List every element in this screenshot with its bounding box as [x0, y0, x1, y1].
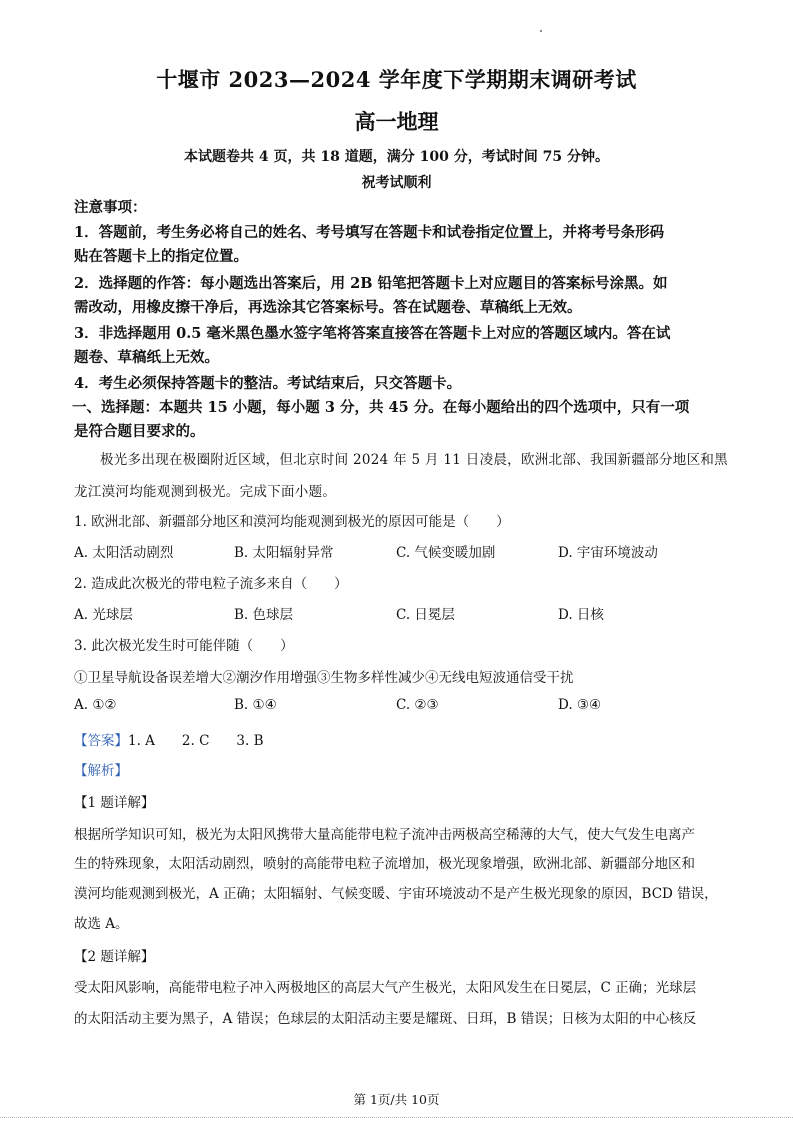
- question-3-option-c: C. ②③: [396, 697, 439, 713]
- note-line: 需改动，用橡皮擦干净后，再选涂其它答案标号。答在试题卷、草稿纸上无效。: [74, 299, 582, 316]
- footer-divider: [0, 1117, 793, 1119]
- analysis-line: 故选 A。: [74, 916, 129, 932]
- question-3-option-a: A. ①②: [74, 697, 117, 713]
- question-3-option-d: D. ③④: [558, 697, 602, 713]
- note-line: 贴在答题卡上的指定位置。: [74, 248, 248, 265]
- passage-line: 龙江漠河均能观测到极光。完成下面小题。: [74, 484, 337, 500]
- wish-text: 祝考试顺利: [361, 175, 432, 191]
- page-dot: [540, 30, 542, 32]
- question-3-option-b: B. ①④: [234, 697, 277, 713]
- answer-label: 【答案】: [74, 733, 128, 749]
- section-heading: 一、选择题：本题共 15 小题，每小题 3 分，共 45 分。在每小题给出的四个选项中，只有一项: [72, 399, 690, 416]
- question-3-statements: ①卫星导航设备误差增大②潮汐作用增强③生物多样性减少④无线电短波通信受干扰: [74, 670, 574, 686]
- question-2-option-c: C. 日冕层: [396, 607, 455, 623]
- analysis-label: 【解析】: [74, 763, 128, 779]
- q1-analysis-heading: 【1 题详解】: [74, 795, 155, 811]
- question-1-stem: 1. 欧洲北部、新疆部分地区和漠河均能观测到极光的原因可能是（ ）: [74, 514, 510, 530]
- section-heading-cont: 是符合题目要求的。: [74, 423, 205, 440]
- analysis-line: 漠河均能观测到极光，A 正确；太阳辐射、气候变暖、宇宙环境波动不是产生极光现象的原因，BCD 错误，: [74, 886, 718, 902]
- analysis-line: 根据所学知识可知，极光为太阳风携带大量高能带电粒子流冲击两极高空稀薄的大气，使大气发生电离产: [74, 827, 695, 843]
- question-2-stem: 2. 造成此次极光的带电粒子流多来自（ ）: [74, 576, 348, 592]
- question-1-option-c: C. 气候变暖加剧: [396, 545, 496, 561]
- note-line: 3．非选择题用 0.5 毫米黑色墨水签字笔将答案直接答在答题卡上对应的答题区域内。答在试: [74, 325, 671, 342]
- exam-title: 十堰市 2023—2024 学年度下学期期末调研考试: [156, 67, 637, 92]
- analysis-line: 受太阳风影响，高能带电粒子冲入两极地区的高层大气产生极光，太阳风发生在日冕层，C 正确；光球层: [74, 980, 697, 996]
- notes-heading: 注意事项：: [74, 199, 147, 216]
- question-2-option-d: D. 日核: [558, 607, 604, 623]
- q2-analysis-heading: 【2 题详解】: [74, 949, 155, 965]
- note-line: 题卷、草稿纸上无效。: [74, 349, 219, 366]
- page-number: 第 1页/共 10页: [353, 1092, 440, 1107]
- answer-values: 1. A 2. C 3. B: [128, 733, 264, 749]
- answer-row: [74, 729, 264, 749]
- question-1-option-a: A. 太阳活动剧烈: [74, 545, 174, 561]
- question-2-option-b: B. 色球层: [234, 607, 294, 623]
- question-1-option-b: B. 太阳辐射异常: [234, 545, 334, 561]
- note-line: 2．选择题的作答：每小题选出答案后，用 2B 铅笔把答题卡上对应题目的答案标号涂黑。如: [74, 275, 668, 292]
- question-3-stem: 3. 此次极光发生时可能伴随（ ）: [74, 638, 294, 654]
- question-1-option-d: D. 宇宙环境波动: [558, 545, 658, 561]
- passage-line: 极光多出现在极圈附近区域，但北京时间 2024 年 5 月 11 日凌晨，欧洲北部、我国新疆部分地区和黑: [100, 452, 728, 468]
- note-line: 4．考生必须保持答题卡的整洁。考试结束后，只交答题卡。: [74, 375, 462, 392]
- analysis-line: 的太阳活动主要为黑子，A 错误；色球层的太阳活动主要是耀斑、日珥，B 错误；日核为太阳的中心核反: [74, 1011, 697, 1027]
- note-line: 1．答题前，考生务必将自己的姓名、考号填写在答题卡和试卷指定位置上，并将考号条形码: [74, 224, 665, 241]
- exam-info: 本试题卷共 4 页，共 18 道题，满分 100 分，考试时间 75 分钟。: [184, 149, 609, 165]
- question-2-option-a: A. 光球层: [74, 607, 133, 623]
- subject-title: 高一地理: [354, 109, 439, 134]
- analysis-line: 生的特殊现象，太阳活动剧烈，喷射的高能带电粒子流增加，极光现象增强，欧洲北部、新疆部分地区和: [74, 856, 695, 872]
